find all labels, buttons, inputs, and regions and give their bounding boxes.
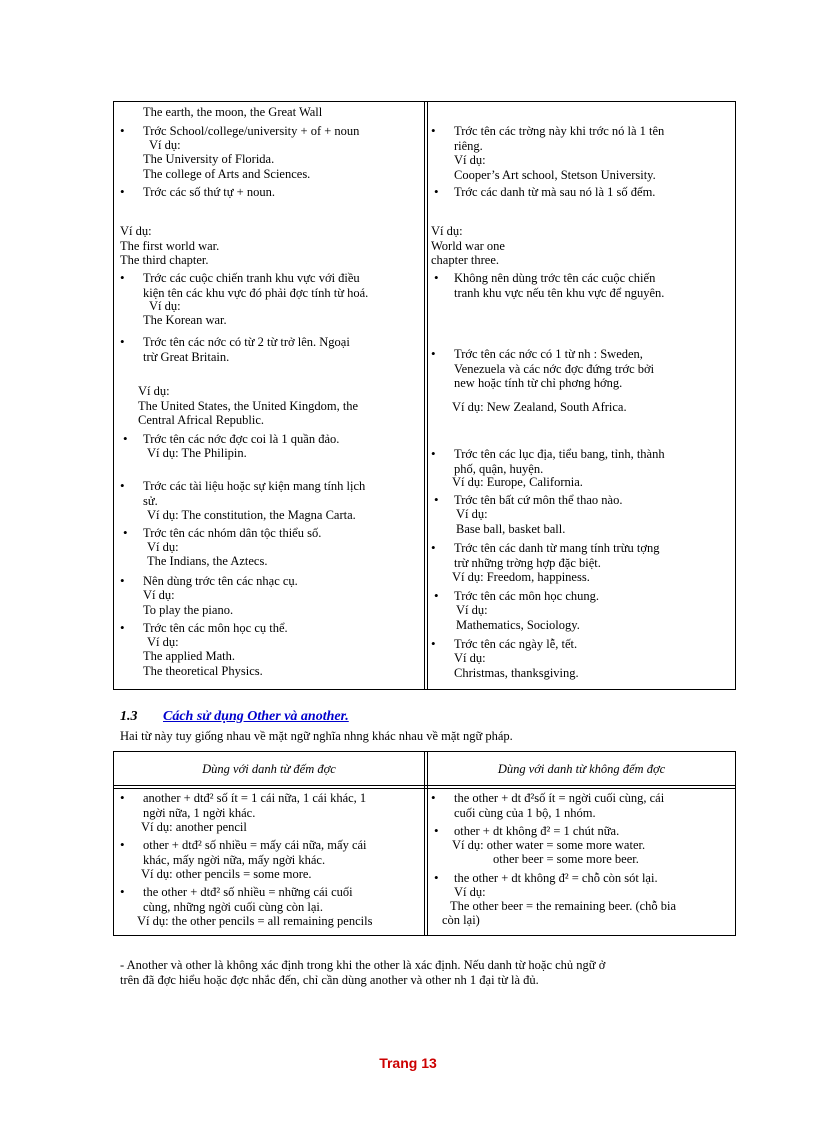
bullet-icon: •: [431, 790, 436, 805]
bullet-icon: •: [434, 270, 439, 285]
bullet-icon: •: [434, 588, 439, 603]
example-block: Ví dụ: The United States, the United Kingdom, the Central Africal Republic.: [138, 384, 359, 427]
bullet-icon: •: [431, 346, 436, 361]
bullet-icon: •: [120, 334, 125, 349]
other-another-table: Dùng với danh từ đếm đợc Dùng với danh từ không đếm đợc • another + dtđ² số ít = 1 cái nữa, 1 cái khác, 1 ngời nữa, 1 ngời khác. Ví dụ: another pencil • other + dtđ² số nhiều = mấy cái nữa, mấy cái khác, mấy ngời nữa, mấy ngời khác. Ví dụ: other pencils = some more. • the other + dtđ² số nhiều = những cái cuối cùng, những ngời cuối cùng còn lại. Ví dụ: the other pencils = all remaining pencils • the other + dt đ²số ít = ngời cuối cùng, cái cuối cùng của 1 bộ, 1 nhóm. • other + dt không đ² = 1 chút nữa. Ví dụ: other water = some more water. other beer = some more beer. • the other + dt không đ² = chỗ còn sót lại. Ví dụ: The other beer = the remaining beer. (chỗ bia còn lại): [113, 751, 736, 936]
column-divider: [424, 102, 425, 689]
section-heading: [120, 709, 349, 725]
bullet-icon: •: [434, 492, 439, 507]
bullet-icon: •: [120, 620, 125, 635]
bullet-icon: •: [434, 184, 439, 199]
bullet-icon: •: [120, 184, 125, 199]
example-block: Ví dụ: The first world war. The third chapter.: [120, 224, 220, 267]
bullet-icon: •: [431, 540, 436, 555]
usage-table: The earth, the moon, the Great Wall • Trớc School/college/university + of + noun Ví dụ: The University of Florida. The college of Arts and Sciences. • Trớc các số thứ tự + noun. Ví dụ: The first world war. The third chapter. • Trớc các cuộc chiến tranh khu vực với điều kiện tên các khu vực đó phải đợc tính từ hoá. Ví dụ: The Korean war. • Trớc tên các nớc có từ 2 từ trở lên. Ngoại trừ Great Britain. Ví dụ: The United States, the United Kingdom, the Central Africal Republic. • Trớc tên các nớc đợc coi là 1 quần đảo. Ví dụ: The Philipin. • Trớc các tài liệu hoặc sự kiện mang tính lịch sử. Ví dụ: The constitution, the Magna Carta. • Trớc tên các nhóm dân tộc thiểu số. Ví dụ: The Indians, the Aztecs. • Nên dùng trớc tên các nhạc cụ. Ví dụ: To play the piano. • Trớc tên các môn học cụ thể. Ví dụ: The applied Math. The theoretical Physics. • Trớc tên các trờng này khi trớc nó là 1 tên riêng. Ví dụ: Cooper’s Art school, Stetson University. • Trớc các danh từ mà sau nó là 1 số đếm. Ví dụ: World war one chapter three. • Không nên dùng trớc tên các cuộc chiến tranh khu vực nếu tên khu vực để nguyên. • Trớc tên các nớc có 1 từ nh : Sweden, Venezuela và các nớc đợc đứng trớc bởi new hoặc tính từ chỉ phơng hớng. Ví dụ: New Zealand, South Africa. • Trớc tên các lục địa, tiểu bang, tỉnh, thành phố, quận, huyện. Ví dụ: Europe, California. • Trớc tên bất cứ môn thể thao nào. Ví dụ: Base ball, basket ball. • Trớc tên các danh từ mang tính trừu tợng trừ những trờng hợp đặc biệt. Ví dụ: Freedom, happiness. • Trớc tên các môn học chung. Ví dụ: Mathematics, Sociology. • Trớc tên các ngày lễ, tết. Ví dụ: Christmas, thanksgiving.: [113, 101, 736, 690]
column-header-countable: Dùng với danh từ đếm đợc: [202, 762, 336, 776]
bullet-icon: •: [434, 823, 439, 838]
bullet-icon: •: [431, 446, 436, 461]
section-intro: Hai từ này tuy giống nhau về mặt ngữ nghĩa nhng khác nhau về mặt ngữ pháp.: [120, 729, 513, 743]
page-number: Trang 13: [379, 1055, 437, 1071]
bullet-icon: •: [120, 573, 125, 588]
column-divider: [427, 752, 428, 935]
bullet-icon: •: [123, 525, 128, 540]
bullet-icon: •: [120, 884, 125, 899]
column-header-uncountable: Dùng với danh từ không đếm đợc: [497, 762, 666, 776]
bullet-icon: •: [431, 123, 436, 138]
bullet-icon: •: [123, 431, 128, 446]
list-item: The earth, the moon, the Great Wall: [143, 105, 323, 119]
example-block: Ví dụ: World war one chapter three.: [431, 224, 505, 267]
usage-note: - Another và other là không xác định trong khi the other là xác định. Nếu danh từ hoặc chủ ngữ ở trên đã đợc hiểu hoặc đợc nhắc đến, chỉ cần dùng another và other nh 1 đại từ là đủ.: [120, 958, 606, 987]
example-block: Ví dụ: New Zealand, South Africa.: [452, 400, 627, 414]
bullet-icon: •: [120, 790, 125, 805]
bullet-icon: •: [120, 478, 125, 493]
section-title-link[interactable]: Cách sử dụng Other và another.: [163, 709, 349, 724]
section-number: 1.3: [120, 709, 138, 724]
bullet-icon: •: [120, 837, 125, 852]
bullet-icon: •: [434, 870, 439, 885]
bullet-icon: •: [120, 270, 125, 285]
column-divider: [424, 752, 425, 935]
bullet-icon: •: [120, 123, 125, 138]
bullet-icon: •: [431, 636, 436, 651]
column-divider: [427, 102, 428, 689]
